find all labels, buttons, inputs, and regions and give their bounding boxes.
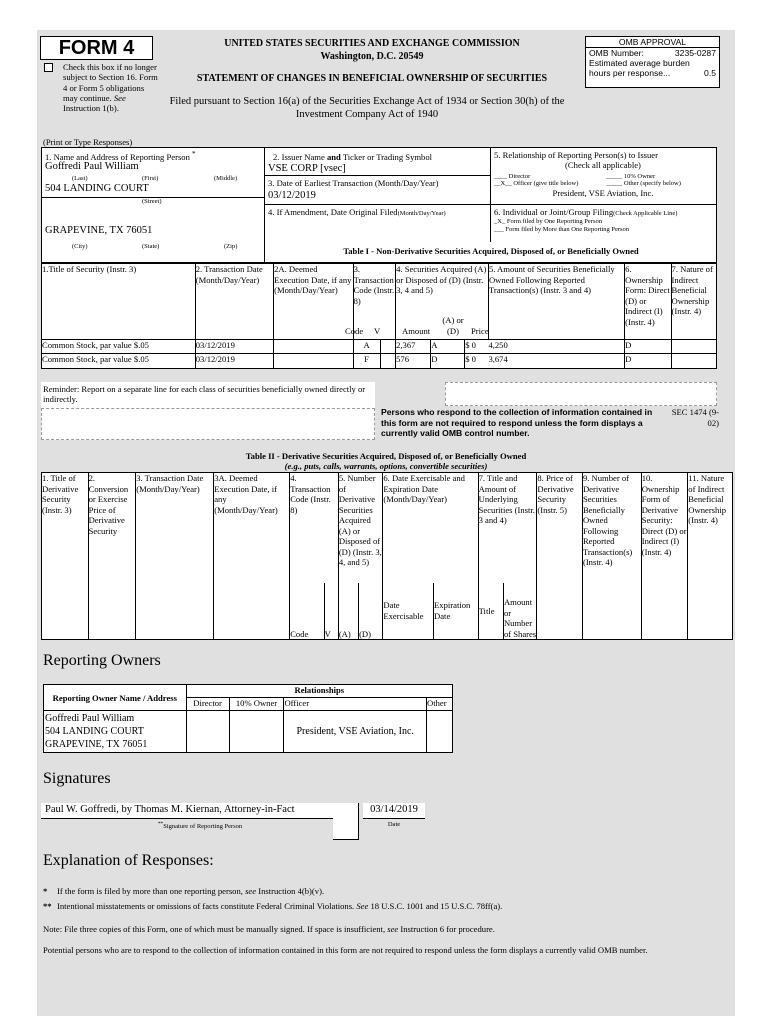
t1-row1-aord: A xyxy=(431,340,465,354)
middle-label: (Middle) xyxy=(214,175,238,182)
t1-row2-price: $ 0 xyxy=(465,354,489,369)
t1-row1-v xyxy=(380,340,396,354)
t1-amount-label: Amount xyxy=(402,326,431,336)
director-line: ____ Director xyxy=(494,173,531,180)
t2-date-ex: Date Exercisable xyxy=(383,583,434,640)
ro-owner-address xyxy=(44,711,187,753)
t1-h6: 6. Ownership Form: Direct (D) or Indirect (I) (Instr. 4) xyxy=(625,264,671,340)
reporting-person-name: Goffredi Paul William xyxy=(45,161,139,172)
earliest-date-value: 03/12/2019 xyxy=(268,190,316,201)
t1-price-label: Price xyxy=(471,326,489,336)
t2-amount: Amount or Number of Shares xyxy=(503,583,536,640)
city-box xyxy=(41,225,265,263)
signature-date-label: Date xyxy=(387,821,401,828)
omb-title: OMB APPROVAL xyxy=(586,37,719,48)
ro-owner-name: Goffredi Paul William xyxy=(45,713,135,724)
signatures-heading: Signatures xyxy=(43,770,111,787)
table2 xyxy=(41,472,733,640)
state-label: (State) xyxy=(142,243,160,250)
t2-h2: 2. Conversion or Exercise Price of Derivative Security xyxy=(88,473,136,640)
ten-pct-line: _____ 10% Owner xyxy=(606,173,656,180)
t1-row2-aord: D xyxy=(431,354,465,369)
section16-checkbox[interactable] xyxy=(44,63,53,72)
t1-row2-code: F xyxy=(353,354,380,369)
signer-box: Paul W. Goffredi, by Thomas M. Kiernan, Attorney-in-Fact xyxy=(41,803,359,818)
filed-pursuant: Filed pursuant to Section 16(a) of the Securities Exchange Act of 1934 or Section 30(h) of the Investment Company Act of 1940 xyxy=(169,96,565,120)
table2-subtitle: (e.g., puts, calls, warrants, options, convertible securities) xyxy=(284,461,488,471)
t2-h1: 1. Title of Derivative Security (Instr. 3) xyxy=(42,473,89,640)
sec-code: SEC 1474 (9-02) xyxy=(671,407,719,428)
joint-more-line[interactable]: ___ Form filed by More than One Reporting Person xyxy=(494,226,630,233)
city-label: (City) xyxy=(72,243,88,250)
ro-owner-street: 504 LANDING COURT xyxy=(45,726,144,737)
omb-approval-box xyxy=(585,36,720,88)
agency-name: UNITED STATES SECURITIES AND EXCHANGE COMMISSION xyxy=(224,38,520,49)
explanation-2: ** Intentional misstatements or omissions of facts constitute Federal Criminal Violations. See 18 U.S.C. 1001 and 15 U.S.C. 78ff(a). xyxy=(43,901,503,911)
t1-row1-deemed xyxy=(274,340,353,354)
reporting-person-label: 1. Name and Address of Reporting Person * xyxy=(45,150,196,162)
t2-h9: 9. Number of Derivative Securities Beneficially Owned Following Reported Transaction(s) (Instr. 4) xyxy=(582,473,641,640)
reminder: Reminder: Report on a separate line for each class of securities beneficially owned directly or indirectly. xyxy=(41,382,375,408)
t2-h11: 11. Nature of Indirect Beneficial Ownership (Instr. 4) xyxy=(688,473,733,640)
statement-title: STATEMENT OF CHANGES IN BENEFICIAL OWNERSHIP OF SECURITIES xyxy=(196,73,548,84)
signature-gap-box xyxy=(333,803,359,840)
explanation-potential: Potential persons who are to respond to the collection of information contained in this form are not required to respond unless the form displays a currently valid OMB number. xyxy=(43,945,648,955)
first-label: (First) xyxy=(142,175,159,182)
omb-number-label: OMB Number: xyxy=(589,48,644,58)
t1-row1-amount: 2,367 xyxy=(396,340,431,354)
signature-label: **Signature of Reporting Person xyxy=(157,821,243,831)
t1-v-label: V xyxy=(374,326,381,336)
t1-h7: 7. Nature of Indirect Beneficial Ownership (Instr. 4) xyxy=(671,264,716,340)
ro-owner-officer: President, VSE Aviation, Inc. xyxy=(284,711,427,753)
reporting-owners-table xyxy=(43,684,453,753)
notice-blank-box xyxy=(445,382,717,406)
amendment-label: 4. If Amendment, Date Original Filed(Month/Day/Year) xyxy=(268,207,446,217)
t1-code-label: Code xyxy=(345,326,364,336)
signature-date: 03/14/2019 xyxy=(363,803,425,818)
joint-filing-box xyxy=(491,205,717,243)
t1-row2-v xyxy=(380,354,396,369)
reminder-blank-box xyxy=(41,408,375,440)
explanation-note: Note: File three copies of this Form, one of which must be manually signed. If space is insufficient, see Instruction 6 for procedure. xyxy=(43,924,495,934)
t1-row1-nature xyxy=(671,340,716,354)
omb-number-value: 3235-0287 xyxy=(674,48,716,58)
t2-v: V xyxy=(324,583,338,640)
earliest-date-box xyxy=(265,176,491,205)
t2-d: (D) xyxy=(359,583,383,640)
t1-row2-owned: 3,674 xyxy=(488,354,624,369)
table2-title: Table II - Derivative Securities Acquired, Disposed of, or Beneficially Owned xyxy=(245,451,527,461)
omb-burden-label: Estimated average burden xyxy=(589,58,690,68)
explanation-1: * If the form is filed by more than one reporting person, see Instruction 4(b)(v). xyxy=(43,886,325,896)
omb-hours-label: hours per response... xyxy=(589,68,671,78)
t1-row2-title: Common Stock, par value $.05 xyxy=(42,354,196,369)
officer-title: President, VSE Aviation, Inc. xyxy=(552,188,654,198)
t2-h3: 3. Transaction Date (Month/Day/Year) xyxy=(136,473,214,640)
reporting-person-city: GRAPEVINE, TX 76051 xyxy=(45,225,153,236)
t2-exp: Expiration Date xyxy=(434,583,479,640)
explanation-heading: Explanation of Responses: xyxy=(43,852,214,869)
t1-row2-form: D xyxy=(625,354,671,369)
ro-owner-city: GRAPEVINE, TX 76051 xyxy=(45,739,148,750)
t2-h5: 5. Number of Derivative Securities Acquired (A) or Disposed of (D) (Instr. 3, 4, and 5) xyxy=(338,473,383,583)
t1-row2-nature xyxy=(671,354,716,369)
t1-h1: 1.Title of Security (Instr. 3) xyxy=(42,264,196,340)
t1-h2: 2. Transaction Date (Month/Day/Year) xyxy=(195,264,273,340)
t2-h7: 7. Title and Amount of Underlying Securities (Instr. 3 and 4) xyxy=(478,473,537,583)
t2-h6: 6. Date Exercisable and Expiration Date (Month/Day/Year) xyxy=(383,473,478,583)
table1-title-box xyxy=(265,242,717,263)
form-title: FORM 4 xyxy=(40,36,153,60)
t1-h3: 3. Transaction Code (Instr. 8) xyxy=(353,264,396,340)
zip-label: (Zip) xyxy=(224,243,238,250)
t2-h3a: 3A. Deemed Execution Date, if any (Month/Day/Year) xyxy=(214,473,290,640)
t2-title: Title xyxy=(478,583,503,640)
t1-row1-date: 03/12/2019 xyxy=(195,340,273,354)
agency-location: Washington, D.C. 20549 xyxy=(320,51,424,62)
t2-h4: 4. Transaction Code (Instr. 8) xyxy=(290,473,339,583)
issuer-value: VSE CORP [vsec] xyxy=(268,163,346,174)
t1-h5: 5. Amount of Securities Beneficially Owned Following Reported Transaction(s) (Instr. 3 and 4) xyxy=(488,264,624,340)
joint-one-line[interactable]: _X_ Form filed by One Reporting Person xyxy=(494,218,602,225)
persons-notice: Persons who respond to the collection of information contained in this form are not required to respond unless the form displays a currently valid OMB control number. xyxy=(381,407,653,438)
joint-filing-label: 6. Individual or Joint/Group Filing(Check Applicable Line) xyxy=(494,207,678,217)
table1 xyxy=(41,263,717,369)
ro-officer: Officer xyxy=(284,698,427,711)
other-line[interactable]: _____ Other (specify below) xyxy=(606,180,681,187)
t2-h10: 10. Ownership Form of Derivative Security: Direct (D) or Indirect (I) (Instr. 4) xyxy=(641,473,688,640)
ro-ten-pct: 10% Owner xyxy=(229,698,284,711)
omb-hours-value: 0.5 xyxy=(704,68,716,78)
ro-director: Director xyxy=(186,698,229,711)
reporting-person-street: 504 LANDING COURT xyxy=(45,183,149,194)
amendment-box xyxy=(265,205,491,243)
t2-code: Code xyxy=(290,583,324,640)
t1-aord-label: (A) or (D) xyxy=(442,315,464,336)
t1-row1-price: $ 0 xyxy=(465,340,489,354)
officer-line[interactable]: __X__ Officer (give title below) xyxy=(494,180,579,187)
street-label: (Street) xyxy=(142,198,162,205)
t2-a: (A) xyxy=(338,583,358,640)
t1-h4: 4. Securities Acquired (A) or Disposed of (D) (Instr. 3, 4 and 5) xyxy=(396,264,489,340)
t1-row1-owned: 4,250 xyxy=(488,340,624,354)
table1-title: Table I - Non-Derivative Securities Acquired, Disposed of, or Beneficially Owned xyxy=(343,246,639,256)
ro-other: Other xyxy=(426,698,452,711)
relationship-sub: (Check all applicable) xyxy=(565,160,641,170)
t1-row2-amount: 576 xyxy=(396,354,431,369)
t1-row1-form: D xyxy=(625,340,671,354)
t2-h8: 8. Price of Derivative Security (Instr. 5) xyxy=(537,473,583,640)
ro-name-col: Reporting Owner Name / Address xyxy=(44,685,187,711)
section16-text: Check this box if no longer subject to Section 16. Form 4 or Form 5 obligations may continue. See Instruction 1(b). xyxy=(63,62,158,114)
relationship-box xyxy=(491,147,717,205)
t1-row1-code: A xyxy=(353,340,380,354)
t1-row2-date: 03/12/2019 xyxy=(195,354,273,369)
t1-h2a: 2A. Deemed Execution Date, if any (Month/Day/Year) xyxy=(274,264,353,340)
ro-relationships: Relationships xyxy=(186,685,452,698)
reporting-owners-heading: Reporting Owners xyxy=(43,652,161,669)
issuer-label: 2. Issuer Name and Ticker or Trading Symbol xyxy=(273,152,433,162)
last-label: (Last) xyxy=(72,175,88,182)
t1-row1-title: Common Stock, par value $.05 xyxy=(42,340,196,354)
issuer-box xyxy=(265,147,491,176)
form-page xyxy=(37,30,735,1016)
earliest-date-label: 3. Date of Earliest Transaction (Month/Day/Year) xyxy=(268,178,439,188)
t1-row2-deemed xyxy=(274,354,353,369)
print-type: (Print or Type Responses) xyxy=(43,137,133,147)
relationship-label: 5. Relationship of Reporting Person(s) to Issuer xyxy=(494,150,658,160)
